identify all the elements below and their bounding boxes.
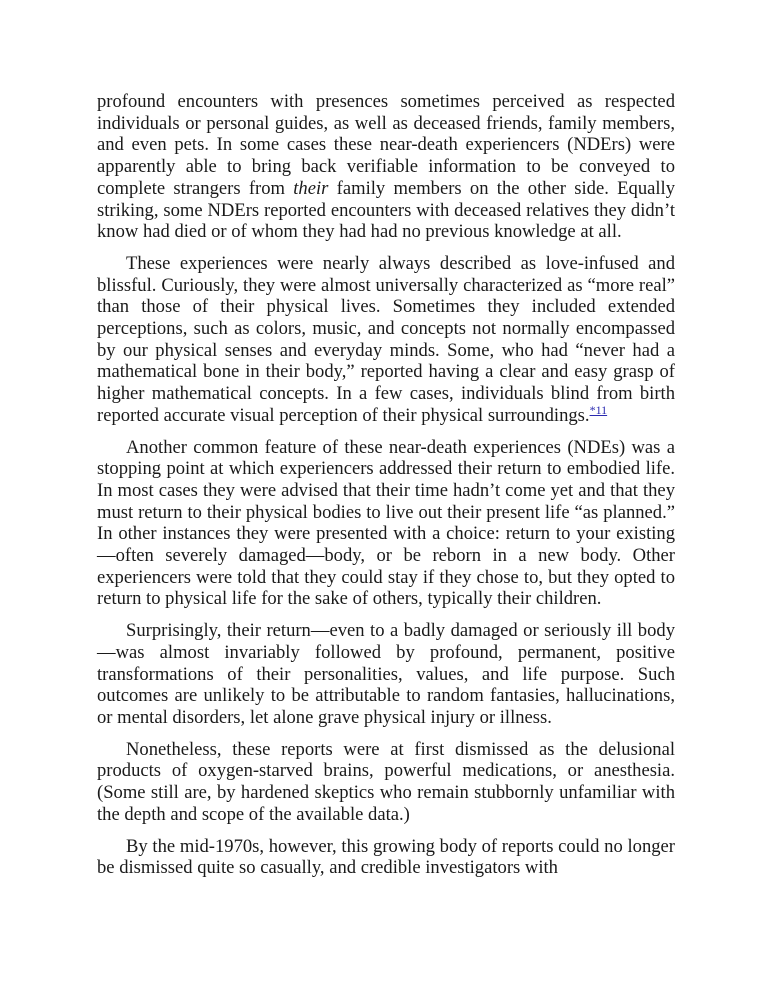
paragraph-1-text-b: family members on the other side. Equally striking, some NDErs reported encounters with deceased relatives they didn’t know had died or of whom they had had no previous knowledge at all. (97, 177, 675, 243)
paragraph-6-text: By the mid-1970s, however, this growing body of reports could no longer be dismissed quite so casually, and credible investigators with (97, 835, 675, 879)
paragraph-5-text: Nonetheless, these reports were at first dismissed as the delusional products of oxygen-starved brains, powerful medications, or anesthesia. (Some still are, by hardened skeptics who remain stubbornly unfamiliar with the depth and scope of the available data.) (97, 738, 675, 825)
paragraph-2-text: These experiences were nearly always described as love-infused and blissful. Curiously, they were almost universally characterized as “more real” than those of their physical lives. Sometimes they included extended perceptions, such as colors, music, and concepts not normally encompassed by our physical senses and everyday minds. Some, who had “never had a mathematical bone in their body,” reported having a clear and easy grasp of higher mathematical concepts. In a few cases, individuals blind from birth reported accurate visual perception of their physical surroundings. (97, 252, 675, 426)
paragraph-3 (97, 437, 675, 611)
page-body (97, 91, 675, 879)
emphasis-their: their (293, 177, 329, 199)
paragraph-1 (97, 91, 675, 243)
paragraph-5 (97, 739, 675, 826)
paragraph-2 (97, 253, 675, 427)
paragraph-1-text-a: profound encounters with presences sometimes perceived as respected individuals or personal guides, as well as deceased friends, family members, and even pets. In some cases these near-death experiencers (NDErs) were apparently able to bring back verifiable information to be conveyed to complete strangers from (97, 91, 675, 199)
paragraph-3-text: Another common feature of these near-death experiences (NDEs) was a stopping point at which experiencers addressed their return to embodied life. In most cases they were advised that their time hadn’t come yet and that they must return to their physical bodies to live out their present life “as planned.” In other instances they were presented with a choice: return to your existing—often severely damaged—body, or be reborn in a new body. Other experiencers were told that they could stay if they chose to, but they opted to return to physical life for the sake of others, typically their children. (97, 436, 675, 610)
paragraph-4 (97, 620, 675, 729)
footnote-link-11[interactable]: *11 (589, 402, 608, 417)
paragraph-4-text: Surprisingly, their return—even to a badly damaged or seriously ill body—was almost invariably followed by profound, permanent, positive transformations of their personalities, values, and life purpose. Such outcomes are unlikely to be attributable to random fantasies, hallucinations, or mental disorders, let alone grave physical injury or illness. (97, 620, 675, 728)
paragraph-6 (97, 836, 675, 879)
